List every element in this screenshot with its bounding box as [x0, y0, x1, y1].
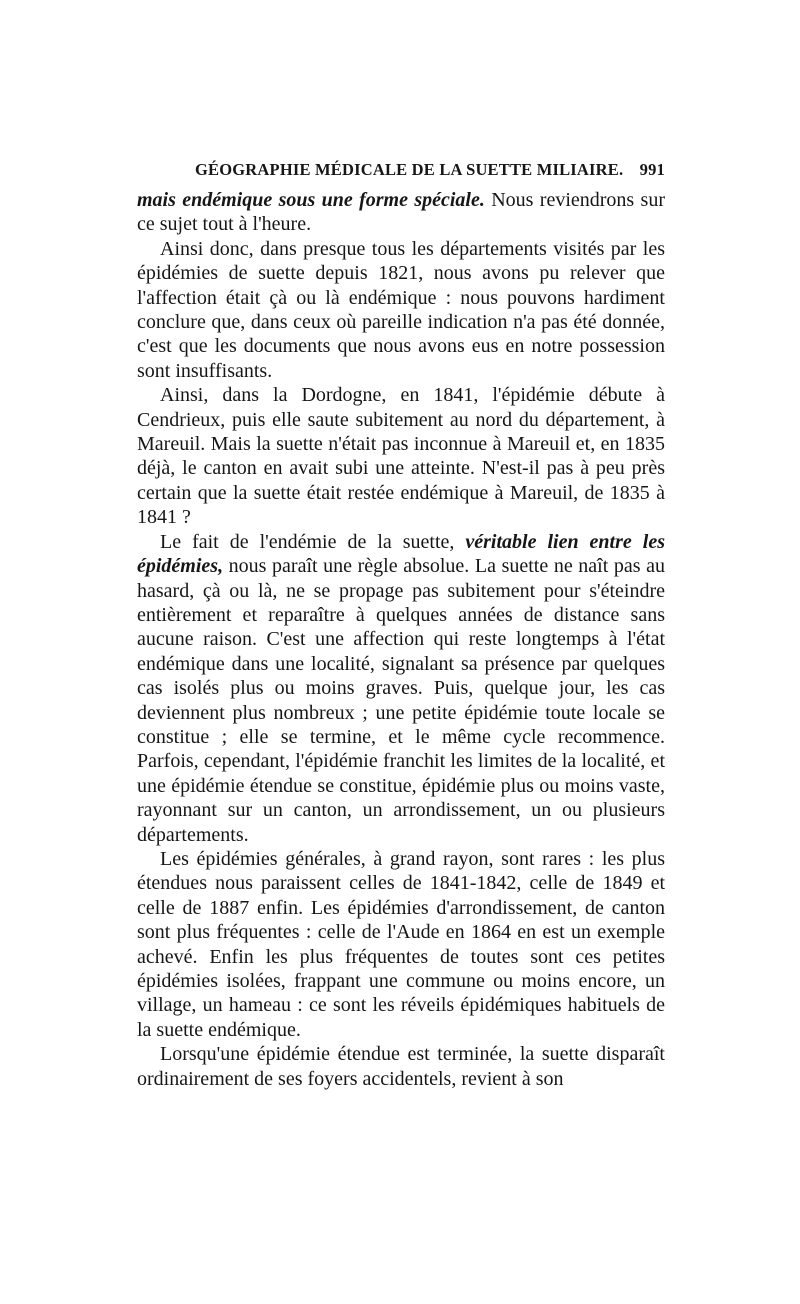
paragraph-4-text-before: Le fait de l'endémie de la suette,	[160, 530, 466, 553]
paragraph-5: Les épidémies générales, à grand rayon, sont rares : les plus étendues nous paraissent celles de 1841-1842, celle de 1849 et celle de 1887 enfin. Les épidémies d'arrondissement, de canton sont plus fréquentes : celle de l'Aude en 1864 en est un exemple achevé. Enfin les plus fréquentes de toutes sont ces petites épidémies isolées, frappant une commune ou moins encore, un village, un hameau : ce sont les réveils épidémiques habituels de la suette endémique.	[137, 847, 665, 1041]
running-header	[137, 160, 665, 188]
body-text	[137, 188, 665, 1091]
running-title: GÉOGRAPHIE MÉDICALE DE LA SUETTE MILIAIRE.	[195, 160, 624, 179]
paragraph-3: Ainsi, dans la Dordogne, en 1841, l'épidémie débute à Cendrieux, puis elle saute subitement au nord du département, à Mareuil. Mais la suette n'était pas inconnue à Mareuil et, en 1835 déjà, le canton en avait subi une atteinte. N'est-il pas à peu près certain que la suette était restée endémique à Mareuil, de 1835 à 1841 ?	[137, 384, 665, 529]
paragraph-2: Ainsi donc, dans presque tous les départements visités par les épidémies de suette depuis 1821, nous avons pu relever que l'affection était çà ou là endémique : nous pouvons hardiment conclure que, dans ceux où pareille indication n'a pas été donnée, c'est que les documents que nous avons eus en notre possession sont insuffisants.	[137, 237, 665, 382]
paragraph-4-italic: véritable lien entre les épidémies,	[137, 530, 665, 578]
paragraph-4-text-after: nous paraît une règle absolue. La suette ne naît pas au hasard, çà ou là, ne se propage pas subitement pour s'éteindre entièrement et reparaître à quelques années de distance sans aucune raison. C'est une affection qui reste longtemps à l'état endémique dans une localité, signalant sa présence par quelques cas isolés plus ou moins graves. Puis, quelque jour, les cas deviennent plus nombreux ; une petite épidémie toute locale se constitue ; elle se termine, et le même cycle recommence. Parfois, cependant, l'épidémie franchit les limites de la localité, et une épidémie étendue se constitue, épidémie plus ou moins vaste, rayonnant sur un canton, un arrondissement, un ou plusieurs départements.	[137, 555, 665, 846]
paragraph-1	[137, 188, 665, 237]
page-number: 991	[639, 160, 665, 179]
paragraph-6: Lorsqu'une épidémie étendue est terminée, la suette disparaît ordinairement de ses foyers accidentels, revient à son	[137, 1043, 665, 1090]
book-page	[137, 160, 665, 1091]
paragraph-1-italic: mais endémique sous une forme spéciale.	[137, 189, 485, 211]
paragraph-4	[137, 530, 665, 847]
paragraph-1-text: Nous reviendrons sur ce sujet tout à l'heure.	[137, 189, 665, 236]
